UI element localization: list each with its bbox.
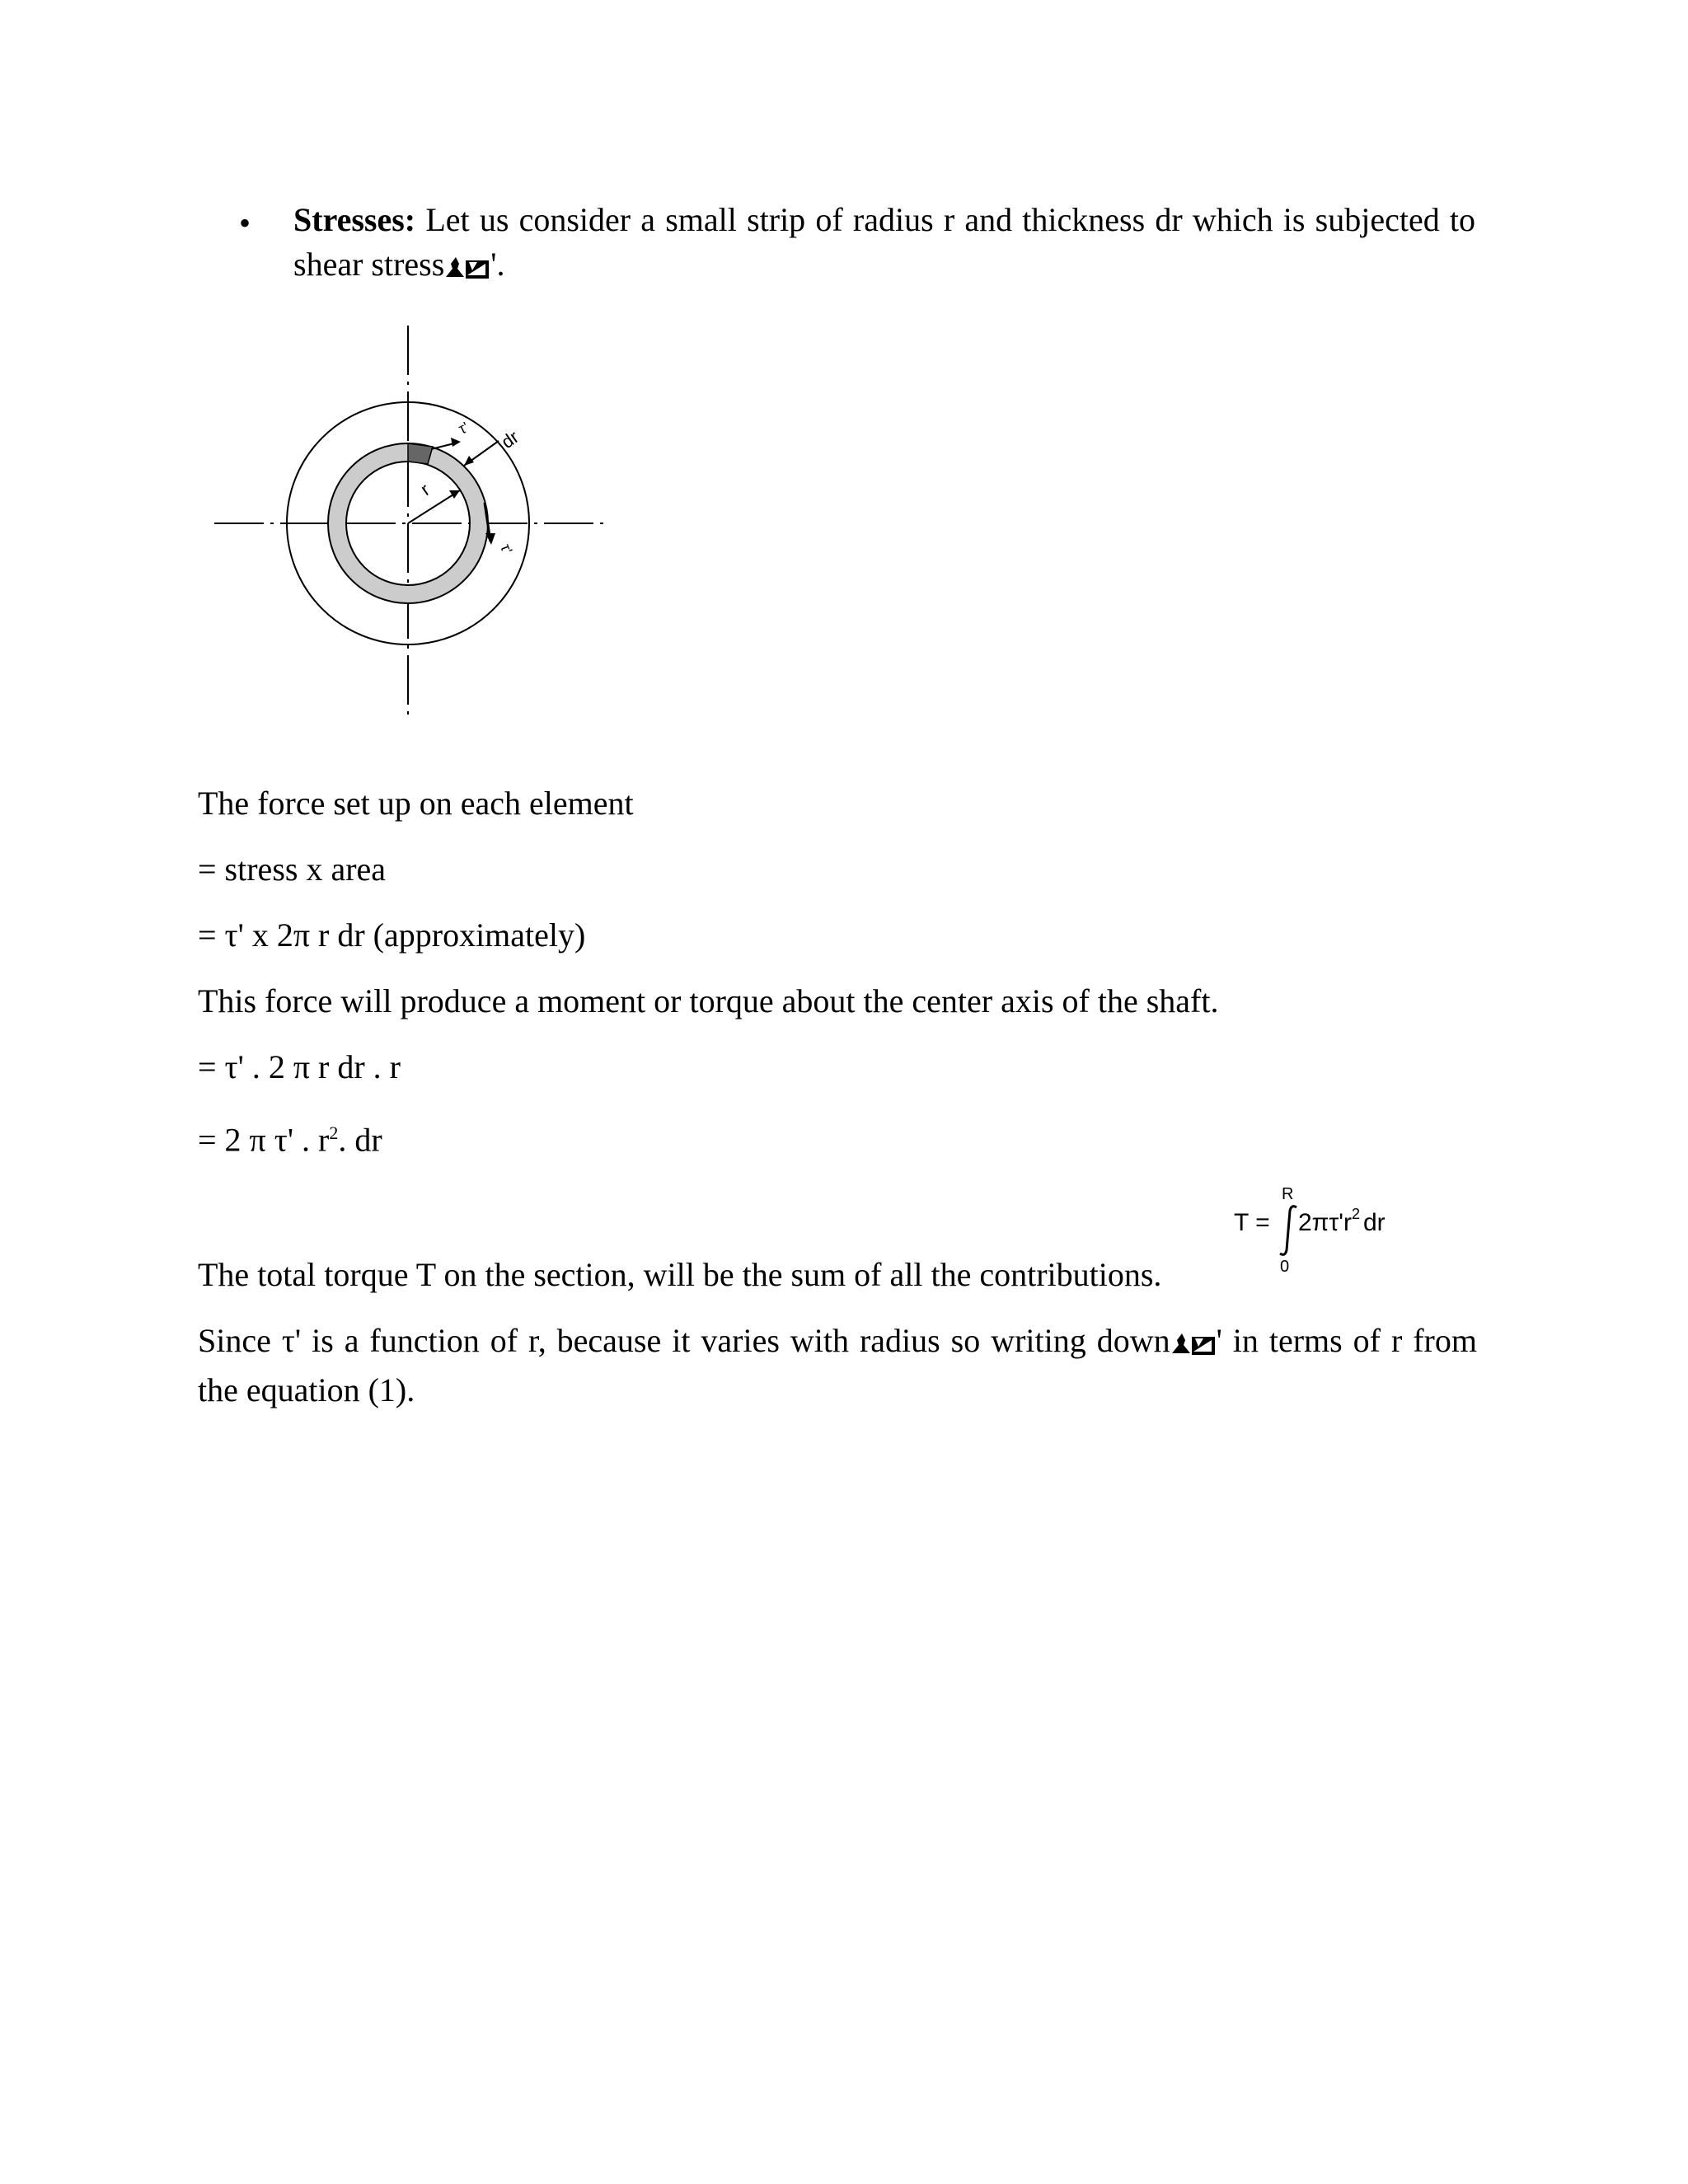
integral-sign-icon [1280,1207,1296,1255]
moment-intro-line: This force will produce a moment or torque about the center axis of the shaft. [198,982,1219,1019]
eq-lhs: T = [1234,1209,1270,1236]
bullet-marker: • [239,204,251,241]
eq-upper-limit: R [1282,1185,1294,1203]
stress-area-line: = stress x area [198,851,387,888]
total-torque-line: The total torque T on the section, will be the sum of all the contributions. [198,1256,1162,1293]
strip-element [408,443,433,464]
since-paragraph [198,1319,1477,1413]
tau-expression-line: = τ' x 2π r dr (approximately) [198,916,586,954]
stresses-heading: Stresses: [293,201,416,238]
tau-top-arrowhead [451,438,461,447]
broken-glyph-icon [444,247,490,292]
broken-glyph-icon-2 [1170,1324,1217,1368]
label-tau-right: τ' [497,541,516,556]
stresses-text: Let us consider a small strip of radius r and thickness dr which is subjected to shear stress [293,201,1476,283]
moment-expr2-part-b: . dr [338,1121,382,1159]
dr-arrowhead [464,456,474,466]
moment-expr2-superscript: 2 [329,1122,339,1143]
label-tau-top: τ' [456,419,471,438]
radius-arrowhead [449,490,460,499]
eq-lower-limit: 0 [1280,1258,1290,1273]
force-intro-line: The force set up on each element [198,785,634,822]
stresses-text-end: '. [490,246,505,283]
shaft-cross-section-figure [210,326,614,729]
label-dr: dr [497,426,523,453]
label-r: r [416,479,434,500]
moment-expression-2 [198,1111,382,1162]
eq-integrand: $2\pi\tau'r^2$ dr [1298,1206,1386,1236]
moment-expression-1: = τ' . 2 π r dr . r [198,1048,401,1085]
radius-arrow [408,490,460,523]
since-text-start: Since τ' is a function of r, because it varies with radius so writing down [198,1322,1170,1359]
moment-expr2-part-a: = 2 π τ' . r [198,1121,330,1159]
since-text-end: ' in terms of r from the equation (1). [198,1322,1477,1408]
torque-integral-equation [1232,1174,1422,1273]
stresses-paragraph [293,198,1475,292]
